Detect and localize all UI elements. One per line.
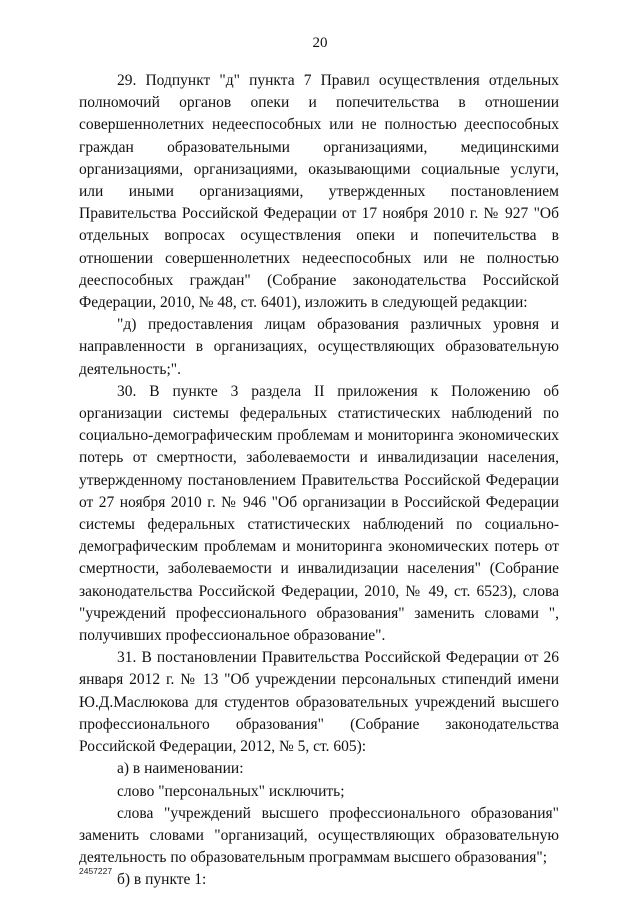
document-id: 2457227: [79, 866, 113, 876]
paragraph-31-a-2: слова "учреждений высшего профессионального образования" заменить словами "организаций, осуществляющих образовательную деятельность по образовательным программам высшего образования";: [79, 804, 559, 867]
paragraph-31-a-1: слово "персональных" исключить;: [117, 782, 345, 800]
paragraph-29-quote: "д) предоставления лицам образования различных уровня и направленности в организациях, осуществляющих образовательную деятельность;".: [79, 316, 559, 378]
paragraph-31-a: а) в наименовании:: [117, 760, 244, 778]
paragraph-30: 30. В пункте 3 раздела II приложения к Положению об организации системы федеральных статистических наблюдений по социально-демографическим проблемам и мониторинга экономических потерь от смертности, заболеваемости и инвалидизации населения, утвержденному постановлением Правительства Российской Федерации от 27 ноября 2010 г. № 946 "Об организации в Российской Федерации системы федеральных статистических наблюдений по социально-демографическим проблемам и мониторинга экономических потерь от смертности, заболеваемости и инвалидизации населения" (Собрание законодательства Российской Федерации, 2010, № 49, ст. 6523), слова "учреждений профессионального образования" заменить словами ", получивших профессиональное образование".: [79, 382, 559, 645]
document-body: [79, 70, 559, 892]
paragraph-31: 31. В постановлении Правительства Российской Федерации от 26 января 2012 г. № 13 "Об учреждении персональных стипендий имени Ю.Д.Маслюкова для студентов образовательных учреждений высшего профессионального образования" (Собрание законодательства Российской Федерации, 2012, № 5, ст. 605):: [79, 649, 559, 756]
paragraph-29: 29. Подпункт "д" пункта 7 Правил осуществления отдельных полномочий органов опеки и попечительства в отношении совершеннолетних недееспособных или не полностью дееспособных граждан образовательными организациями, медицинскими организациями, организациями, оказывающими социальные услуги, или иными организациями, утвержденных постановлением Правительства Российской Федерации от 17 ноября 2010 г. № 927 "Об отдельных вопросах осуществления опеки и попечительства в отношении совершеннолетних недееспособных или не полностью дееспособных граждан" (Собрание законодательства Российской Федерации, 2010, № 48, ст. 6401), изложить в следующей редакции:: [79, 72, 559, 312]
paragraph-31-b: б) в пункте 1:: [117, 871, 207, 889]
page-number: 20: [312, 35, 328, 51]
